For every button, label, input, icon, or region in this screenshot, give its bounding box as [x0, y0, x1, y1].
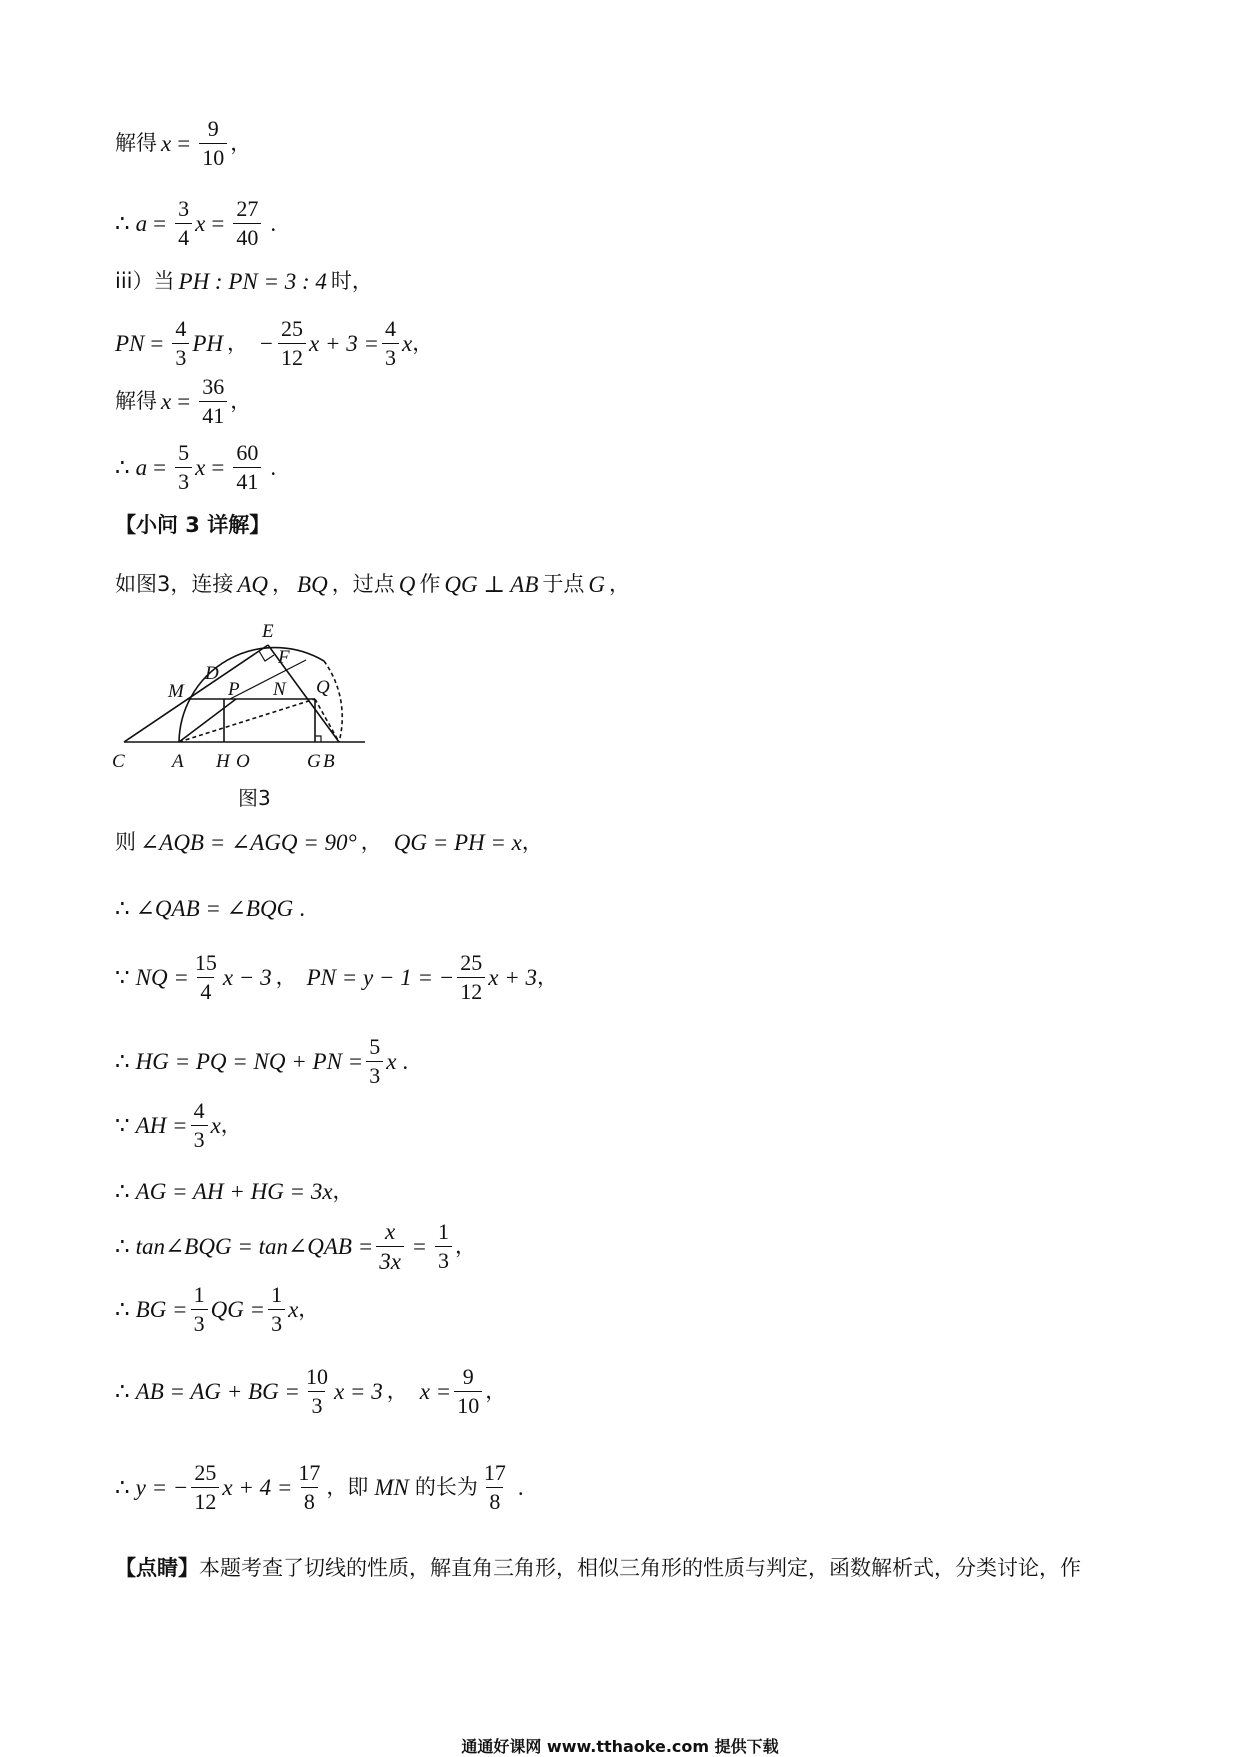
perpendicular-expression: QG ⊥ AB	[444, 572, 539, 597]
solution-line-1	[115, 118, 251, 169]
segment: BQ	[297, 572, 328, 597]
label-f: F	[278, 647, 290, 668]
numerator: 17	[298, 1460, 321, 1485]
variable: x	[386, 1049, 397, 1074]
solution-line-7	[115, 573, 630, 596]
solution-line-10	[115, 952, 558, 1003]
line-ce	[124, 645, 268, 742]
fraction	[382, 318, 399, 369]
equals: =	[153, 211, 167, 236]
segment: MN	[374, 1475, 409, 1500]
fraction	[366, 1036, 383, 1087]
geometry-figure-3	[110, 615, 370, 795]
term: HG = PQ = NQ + PN =	[135, 1049, 364, 1074]
solution-line-16	[115, 1366, 506, 1417]
solution-line-11	[115, 1036, 414, 1087]
fraction	[192, 952, 220, 1003]
fraction	[481, 1462, 509, 1513]
punctuation: ，	[298, 1297, 320, 1321]
term: AH =	[135, 1113, 188, 1138]
punctuation: ，	[332, 1179, 354, 1203]
fraction	[191, 1284, 208, 1335]
term: tan∠BQG = tan∠QAB =	[135, 1234, 374, 1259]
numerator: 5	[178, 440, 190, 465]
term: NQ =	[135, 965, 189, 990]
label-c: C	[112, 751, 125, 772]
line-aq	[179, 699, 315, 742]
denominator: 3	[366, 1061, 383, 1087]
ratio-expression: PH : PN = 3 : 4	[178, 269, 327, 294]
because-symbol: ∵	[115, 1113, 130, 1138]
numerator: 9	[207, 116, 219, 141]
variable: x	[402, 331, 413, 356]
numerator: 17	[483, 1460, 506, 1485]
solution-line-14	[115, 1220, 476, 1273]
text: 于点	[542, 572, 585, 596]
fraction	[175, 442, 192, 493]
label-b: B	[323, 751, 335, 772]
variable: a	[135, 455, 148, 480]
fraction	[233, 198, 261, 249]
denominator: 41	[199, 401, 227, 427]
solution-line-8	[115, 831, 543, 854]
numerator: 25	[194, 1460, 217, 1485]
line-pn-ext	[230, 660, 306, 699]
solution-line-17	[115, 1462, 530, 1513]
numerator: 25	[460, 950, 483, 975]
solution-line-2	[115, 198, 282, 249]
solution-line-13	[115, 1180, 354, 1203]
term: PH	[192, 331, 224, 356]
numerator: 9	[462, 1364, 474, 1389]
label-n: N	[273, 679, 286, 700]
denominator: 3x	[376, 1246, 404, 1273]
denominator: 41	[233, 467, 261, 493]
numerator: 60	[236, 440, 259, 465]
label-e: E	[262, 621, 274, 642]
therefore-symbol: ∴	[115, 1475, 130, 1500]
label-q: Q	[316, 677, 330, 698]
label-h: H	[216, 751, 230, 772]
therefore-symbol: ∴	[115, 1179, 130, 1204]
fraction	[175, 198, 192, 249]
point: Q	[398, 572, 416, 597]
punctuation: .	[517, 1475, 524, 1500]
variable: x	[161, 389, 172, 414]
denominator: 40	[233, 223, 261, 249]
denominator: 4	[197, 977, 214, 1003]
minus: −	[260, 331, 274, 356]
text: 则	[115, 830, 136, 854]
punctuation: ，	[485, 1379, 507, 1403]
numerator: 15	[194, 950, 217, 975]
comment-line	[115, 1558, 1081, 1579]
punctuation: ，	[454, 1234, 476, 1258]
punctuation: ，	[412, 331, 434, 355]
numerator: 1	[437, 1219, 449, 1244]
term: AG = AH + HG = 3x	[135, 1179, 333, 1204]
term: x + 3 =	[309, 331, 380, 356]
fraction	[457, 952, 485, 1003]
comment-label: 【点睛】	[115, 1556, 199, 1580]
numerator: 4	[193, 1098, 205, 1123]
therefore-symbol: ∴	[115, 1049, 130, 1074]
heading-text: 【小问 3 详解】	[115, 513, 271, 537]
fraction	[303, 1366, 331, 1417]
variable: x	[195, 455, 206, 480]
variable: x	[161, 131, 172, 156]
denominator: 8	[301, 1487, 318, 1513]
fraction	[233, 442, 261, 493]
term: QG =	[210, 1297, 266, 1322]
fraction	[295, 1462, 323, 1513]
term: x =	[419, 1379, 452, 1404]
punctuation: ，	[609, 572, 631, 596]
text: 如图3，连接	[115, 572, 234, 596]
denominator: 12	[191, 1487, 219, 1513]
numerator: 3	[178, 196, 190, 221]
fraction	[376, 1220, 404, 1273]
therefore-symbol: ∴	[115, 1379, 130, 1404]
solution-line-6	[115, 442, 282, 493]
equals: =	[211, 455, 225, 480]
text: 解得	[115, 389, 157, 413]
therefore-symbol: ∴	[115, 896, 130, 921]
comment-text: 本题考查了切线的性质，解直角三角形，相似三角形的性质与判定，函数解析式，分类讨论，作	[199, 1556, 1081, 1580]
therefore-symbol: ∴	[115, 455, 130, 480]
fraction	[278, 318, 306, 369]
denominator: 3	[435, 1246, 452, 1272]
denominator: 12	[278, 343, 306, 369]
punctuation: .	[402, 1049, 409, 1074]
solution-line-5	[115, 376, 251, 427]
term: x + 4 =	[222, 1475, 293, 1500]
denominator: 3	[172, 343, 189, 369]
variable: a	[135, 211, 148, 236]
fraction	[191, 1100, 208, 1151]
denominator: 8	[486, 1487, 503, 1513]
solution-line-12	[115, 1100, 242, 1151]
right-angle-mark-g	[315, 736, 321, 742]
punctuation: ，	[230, 131, 252, 155]
separator: ，	[227, 331, 249, 355]
angle-expression: ∠AQB = ∠AGQ = 90°	[140, 830, 357, 855]
punctuation: ，	[521, 830, 543, 854]
variable: x	[288, 1297, 299, 1322]
label-o: O	[236, 751, 250, 772]
punctuation: ，	[220, 1113, 242, 1137]
denominator: 12	[457, 977, 485, 1003]
punctuation: ，	[537, 965, 559, 989]
separator: ，	[275, 965, 297, 989]
numerator: 5	[369, 1034, 381, 1059]
denominator: 3	[191, 1125, 208, 1151]
punctuation: .	[270, 211, 277, 236]
numerator: 4	[175, 316, 187, 341]
equals: =	[150, 331, 164, 356]
angle-expression: ∠QAB = ∠BQG	[135, 896, 294, 921]
label-p: P	[228, 679, 240, 700]
term: PN	[115, 331, 145, 356]
punctuation: .	[270, 455, 277, 480]
equals: =	[177, 389, 191, 414]
right-angle-mark-e	[259, 651, 274, 661]
therefore-symbol: ∴	[115, 1234, 130, 1259]
text: 时，	[330, 269, 373, 293]
variable: x	[195, 211, 206, 236]
section-heading	[115, 515, 270, 536]
solution-line-4	[115, 318, 433, 369]
equals: =	[211, 211, 225, 236]
term: x = 3	[333, 1379, 383, 1404]
figure-caption: 图3	[238, 786, 271, 810]
term: x + 3	[488, 965, 538, 990]
text: ，	[272, 572, 294, 596]
numerator: x	[384, 1219, 396, 1244]
denominator: 3	[382, 343, 399, 369]
term: BG =	[135, 1297, 188, 1322]
label-d: D	[205, 663, 219, 684]
separator: ，	[386, 1379, 408, 1403]
denominator: 3	[175, 467, 192, 493]
text: 解得	[115, 131, 157, 155]
label-a: A	[172, 751, 184, 772]
term: y = −	[135, 1475, 189, 1500]
fraction	[199, 118, 227, 169]
separator: ，	[360, 830, 382, 854]
term: x − 3	[222, 965, 272, 990]
denominator: 10	[454, 1391, 482, 1417]
denominator: 3	[268, 1309, 285, 1335]
text: ，即	[326, 1475, 369, 1499]
fraction	[435, 1221, 452, 1272]
solution-line-9	[115, 897, 311, 920]
text: 的长为	[414, 1475, 478, 1499]
numerator: 1	[193, 1282, 205, 1307]
text: 作	[419, 572, 441, 596]
fraction	[172, 318, 189, 369]
denominator: 10	[199, 143, 227, 169]
numerator: 36	[202, 374, 225, 399]
fraction	[268, 1284, 285, 1335]
term: PN = y − 1 = −	[306, 965, 455, 990]
therefore-symbol: ∴	[115, 1297, 130, 1322]
denominator: 3	[308, 1391, 325, 1417]
punctuation: ，	[230, 389, 252, 413]
numerator: 27	[236, 196, 259, 221]
label-m: M	[168, 681, 184, 702]
equals: =	[177, 131, 191, 156]
punctuation: .	[299, 896, 305, 921]
denominator: 3	[191, 1309, 208, 1335]
solution-line-15	[115, 1284, 319, 1335]
fraction	[454, 1366, 482, 1417]
because-symbol: ∵	[115, 965, 130, 990]
therefore-symbol: ∴	[115, 211, 130, 236]
fraction	[199, 376, 227, 427]
equals: =	[153, 455, 167, 480]
solution-line-3	[115, 270, 373, 293]
point: G	[588, 572, 606, 597]
label-g: G	[307, 751, 321, 772]
numerator: 10	[305, 1364, 328, 1389]
term: AB = AG + BG =	[135, 1379, 300, 1404]
equals: =	[412, 1234, 426, 1259]
numerator: 4	[385, 316, 397, 341]
length-expression: QG = PH = x	[393, 830, 522, 855]
denominator: 4	[175, 223, 192, 249]
variable: x	[210, 1113, 221, 1138]
segment: AQ	[237, 572, 269, 597]
text: ，过点	[331, 572, 395, 596]
page-footer: 通通好课网 www.tthaoke.com 提供下载	[461, 1737, 779, 1756]
text: iii）当	[115, 269, 175, 293]
numerator: 25	[281, 316, 304, 341]
fraction	[191, 1462, 219, 1513]
numerator: 1	[271, 1282, 283, 1307]
